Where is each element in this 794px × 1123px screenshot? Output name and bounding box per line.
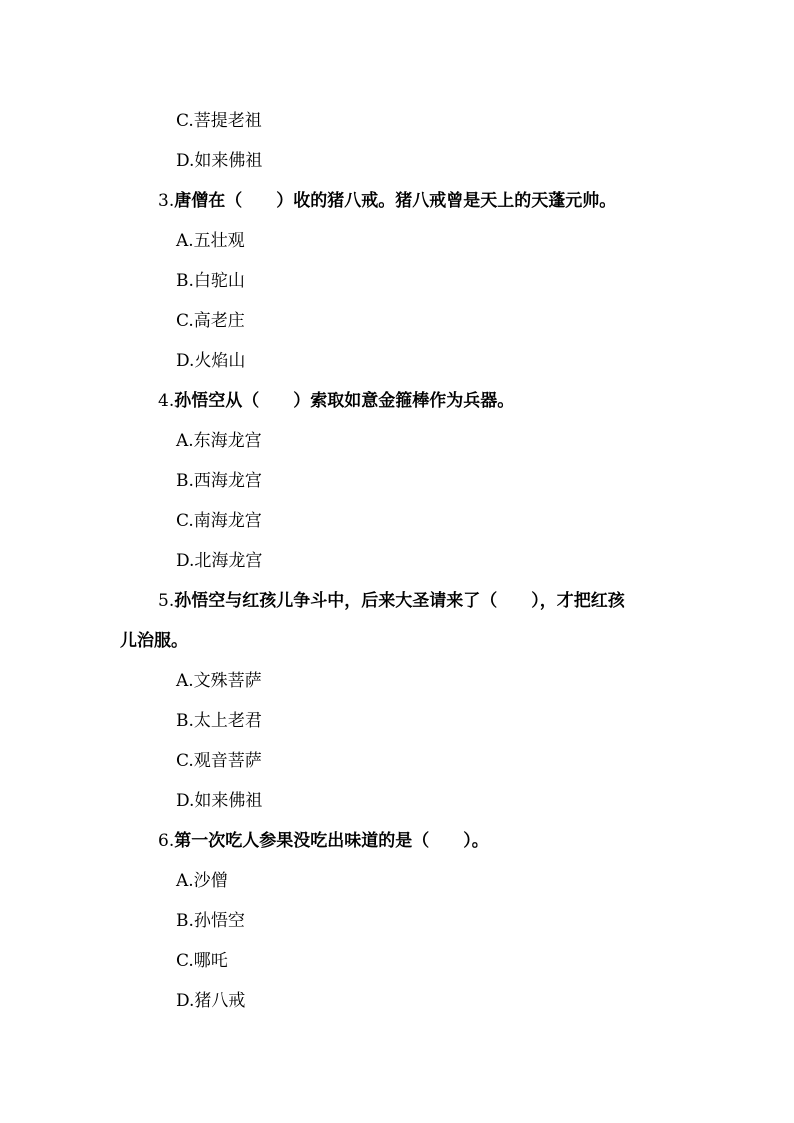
q6-option-d: D.猪八戒 [176, 991, 246, 1011]
q5-option-c: C.观音菩萨 [176, 751, 262, 771]
question-6 [158, 829, 489, 853]
q4-option-c: C.南海龙宫 [176, 511, 262, 531]
q4-option-d: D.北海龙宫 [176, 551, 263, 571]
question-3-number: 3. [158, 191, 175, 211]
q6-option-c: C.哪吒 [176, 951, 228, 971]
q5-option-b: B.太上老君 [176, 711, 262, 731]
q5-option-a: A.文殊菩萨 [176, 671, 262, 691]
q6-option-a: A.沙僧 [176, 871, 228, 891]
question-6-text: 第一次吃人参果没吃出味道的是（ ）。 [174, 831, 489, 851]
q4-option-a: A.东海龙宫 [176, 431, 262, 451]
question-5-continuation: 儿治服。 [120, 631, 188, 651]
question-6-number: 6. [158, 831, 175, 851]
q2-option-d: D.如来佛祖 [176, 151, 263, 171]
question-5-number: 5. [158, 591, 175, 611]
q5-option-d: D.如来佛祖 [176, 791, 263, 811]
q3-option-d: D.火焰山 [176, 351, 246, 371]
q3-option-b: B.白驼山 [176, 271, 245, 291]
q3-option-a: A.五壮观 [176, 231, 245, 251]
q3-option-c: C.高老庄 [176, 311, 245, 331]
q2-option-c: C.菩提老祖 [176, 111, 262, 131]
q4-option-b: B.西海龙宫 [176, 471, 262, 491]
question-4-number: 4. [158, 391, 175, 411]
question-3 [158, 189, 616, 213]
question-4 [158, 389, 514, 413]
q6-option-b: B.孙悟空 [176, 911, 245, 931]
question-4-text: 孙悟空从（ ）索取如意金箍棒作为兵器。 [174, 391, 515, 411]
question-3-text: 唐僧在（ ）收的猪八戒。猪八戒曾是天上的天蓬元帅。 [174, 191, 617, 211]
question-5 [158, 589, 625, 613]
question-5-text: 孙悟空与红孩儿争斗中，后来大圣请来了（ ），才把红孩 [174, 591, 625, 611]
